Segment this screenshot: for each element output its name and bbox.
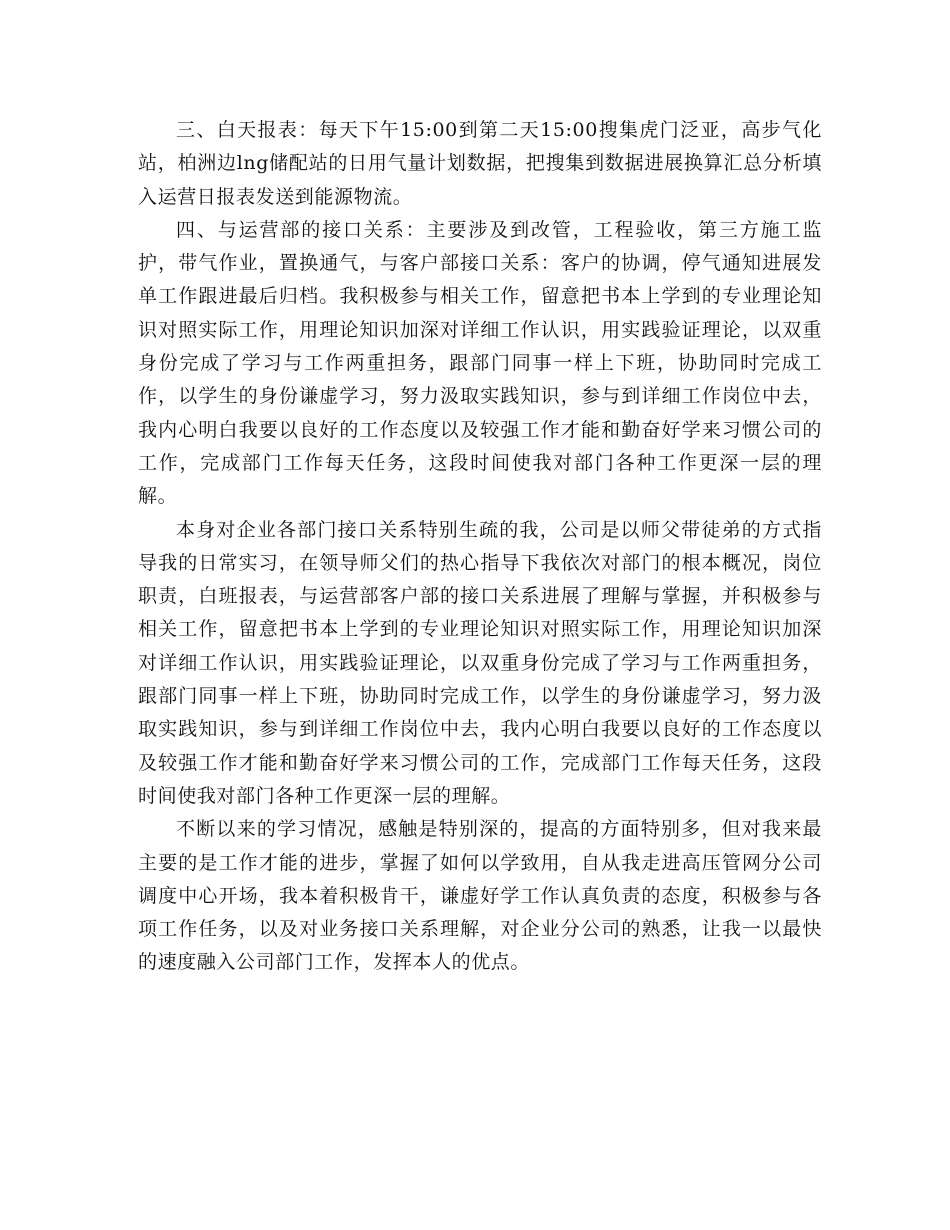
paragraph-mentorship: 本身对企业各部门接口关系特别生疏的我，公司是以师父带徒弟的方式指导我的日常实习，在领导师父们的热心指导下我依次对部门的根本概况，岗位职责，白班报表，与运营部客户部的接口关系进展了理解与掌握，并积极参与相关工作，留意把书本上学到的专业理论知识对照实际工作，用理论知识加深对详细工作认识，用实践验证理论，以双重身份完成了学习与工作两重担务，跟部门同事一样上下班，协助同时完成工作，以学生的身份谦虚学习，努力汲取实践知识，参与到详细工作岗位中去，我内心明白我要以良好的工作态度以及较强工作才能和勤奋好学来习惯公司的工作，完成部门工作每天任务，这段时间使我对部门各种工作更深一层的理解。 bbox=[138, 518, 822, 807]
paragraph-operations-interface: 四、与运营部的接口关系：主要涉及到改管，工程验收，第三方施工监护，带气作业，置换通气，与客户部接口关系：客户的协调，停气通知进展发单工作跟进最后归档。我积极参与相关工作，留意把书本上学到的专业理论知识对照实际工作，用理论知识加深对详细工作认识，用实践验证理论，以双重身份完成了学习与工作两重担务，跟部门同事一样上下班，协助同时完成工作，以学生的身份谦虚学习，努力汲取实践知识，参与到详细工作岗位中去，我内心明白我要以良好的工作态度以及较强工作才能和勤奋好学来习惯公司的工作，完成部门工作每天任务，这段时间使我对部门各种工作更深一层的理解。 bbox=[138, 218, 822, 508]
paragraph-summary: 不断以来的学习情况，感触是特别深的，提高的方面特别多，但对我来最主要的是工作才能的进步，掌握了如何以学致用，自从我走进高压管网分公司调度中心开场，我本着积极肯干，谦虚好学工作认真负责的态度，积极参与各项工作任务，以及对业务接口关系理解，对企业分公司的熟悉，让我一以最快的速度融入公司部门工作，发挥本人的优点。 bbox=[138, 818, 822, 974]
paragraph-daily-report: 三、白天报表：每天下午15:00到第二天15:00搜集虎门泛亚，高步气化站，柏洲边lng储配站的日用气量计划数据，把搜集到数据进展换算汇总分析填入运营日报表发送到能源物流。 bbox=[138, 119, 822, 208]
document-body bbox=[138, 114, 822, 980]
